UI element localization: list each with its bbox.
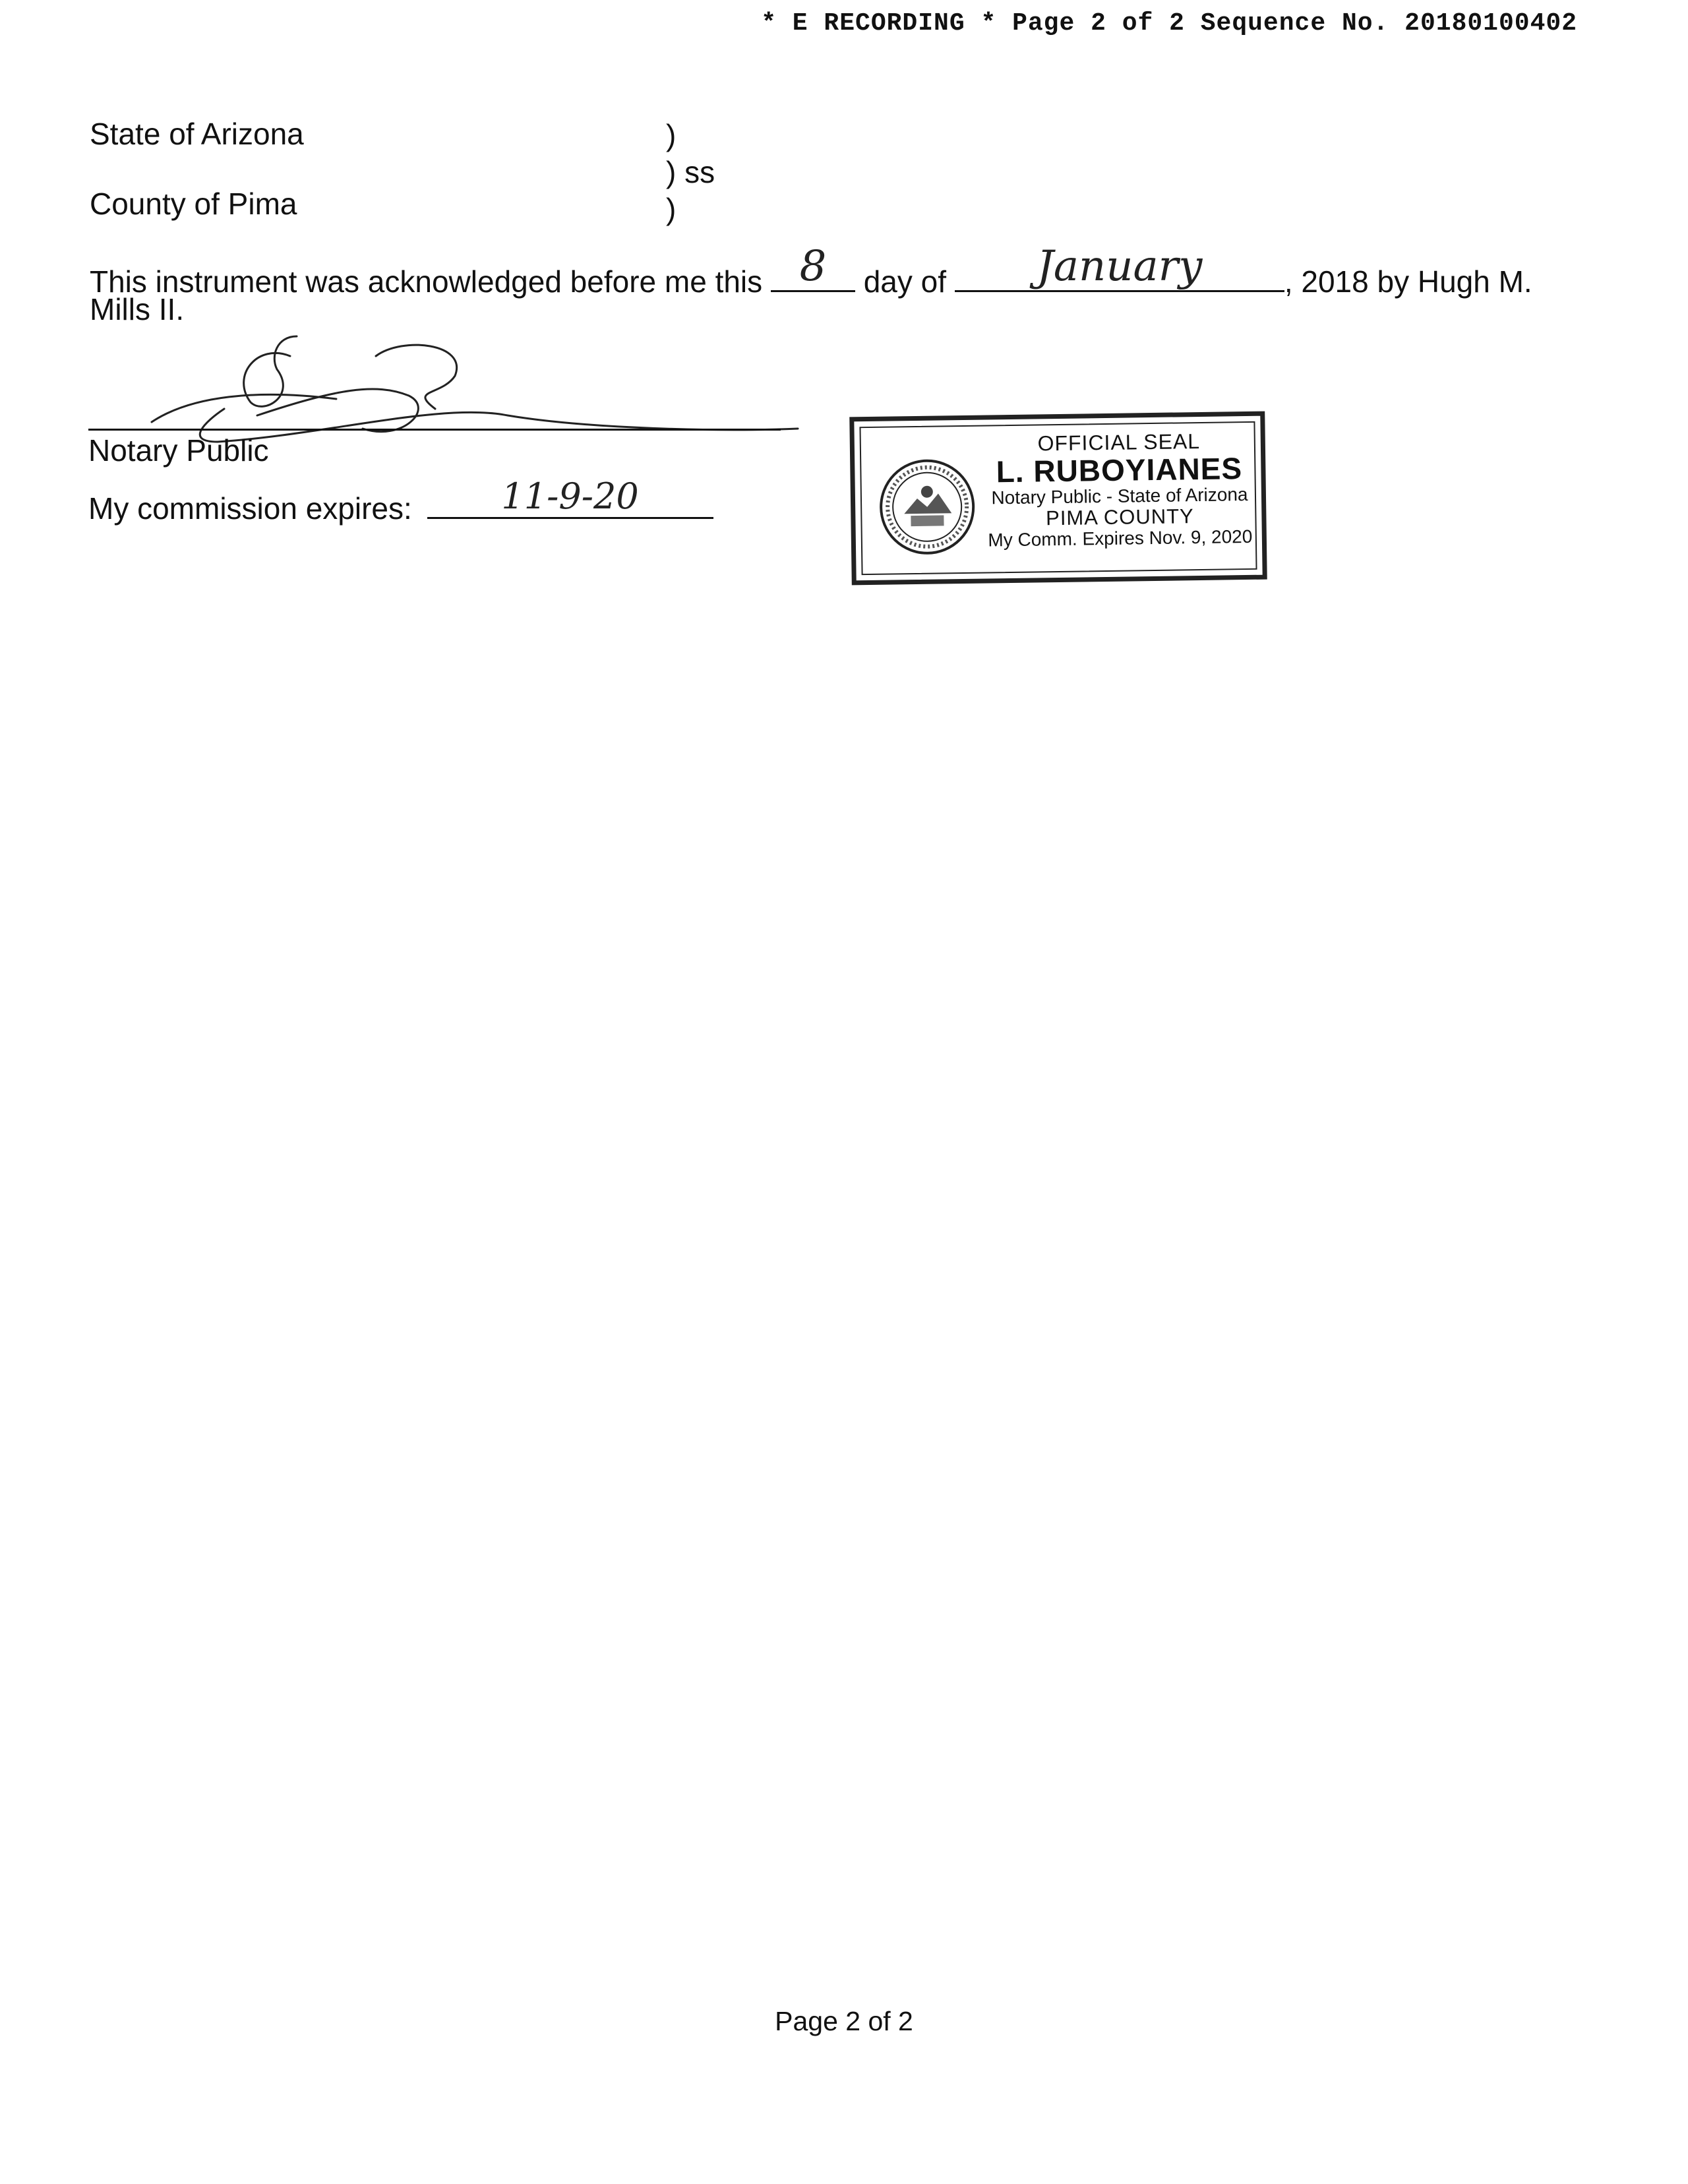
handwritten-day: 8: [799, 242, 827, 291]
day-of-text: day of: [863, 264, 947, 299]
seal-county: PIMA COUNTY: [1045, 504, 1194, 530]
signature-line: [88, 429, 781, 431]
recording-header: * E RECORDING * Page 2 of 2 Sequence No. 20180100402: [761, 9, 1577, 38]
paren-ss: ) ss: [666, 155, 715, 189]
day-blank: [771, 242, 855, 292]
commission-line: [88, 475, 713, 526]
month-blank: [955, 242, 1284, 292]
commission-label: My commission expires:: [88, 491, 412, 526]
paren-top: ): [666, 118, 677, 152]
seal-notary-name: L. RUBOYIANES: [996, 450, 1243, 489]
page-footer: Page 2 of 2: [775, 2006, 913, 2036]
seal-text-block: [986, 429, 1253, 551]
paren-bottom: ): [666, 192, 677, 226]
state-seal-icon: [877, 457, 977, 557]
seal-expiration: My Comm. Expires Nov. 9, 2020: [988, 526, 1253, 551]
seal-role: Notary Public - State of Arizona: [991, 484, 1248, 508]
acknowledgment-continuation: Mills II.: [90, 292, 185, 326]
notary-public-label: Notary Public: [88, 433, 269, 468]
acknowledgment-text-end: , 2018 by Hugh M.: [1284, 264, 1532, 299]
handwritten-commission-date: 11-9-20: [501, 475, 639, 517]
handwritten-month: January: [1037, 242, 1203, 291]
seal-title: OFFICIAL SEAL: [1037, 429, 1201, 456]
county-label: County of Pima: [90, 187, 297, 221]
commission-blank: [427, 475, 713, 519]
acknowledgment-text-start: This instrument was acknowledged before me this: [90, 264, 763, 299]
acknowledgment-line: [90, 242, 1532, 299]
official-seal-stamp: [849, 411, 1267, 586]
state-label: State of Arizona: [90, 117, 304, 151]
